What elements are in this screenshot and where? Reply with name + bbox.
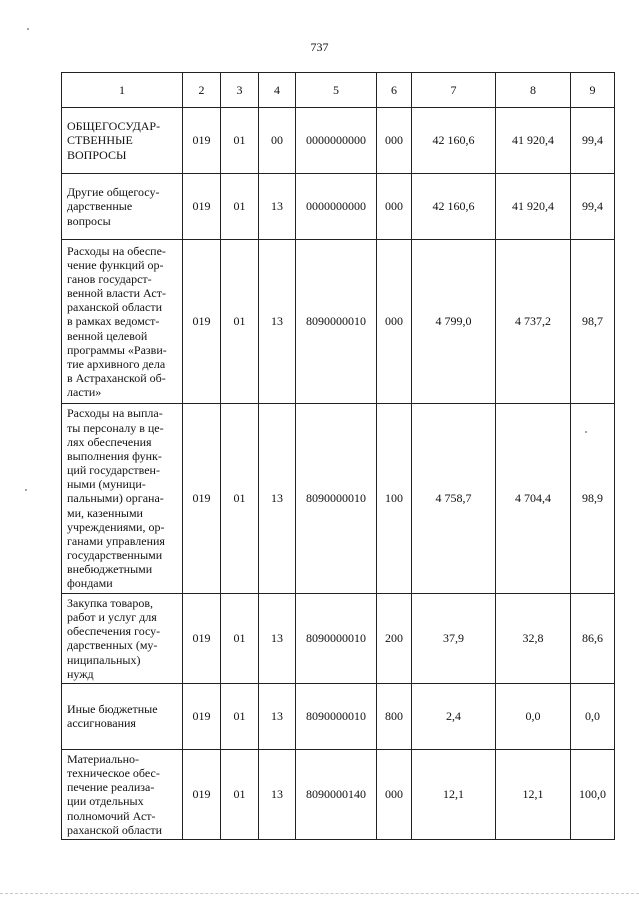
cell-col8: 4 704,4 <box>496 404 571 594</box>
scan-edge-line <box>0 893 639 894</box>
row-name-cell: Иные бюджетные ассигнования <box>62 683 183 749</box>
cell-col8: 32,8 <box>496 594 571 684</box>
cell-col2: 019 <box>183 683 221 749</box>
cell-col5: 0000000000 <box>296 174 377 240</box>
cell-col4: 13 <box>259 404 296 594</box>
column-header: 1 <box>62 73 183 108</box>
cell-col9: 0,0 <box>571 683 615 749</box>
header-row <box>62 73 615 108</box>
scan-speck <box>25 489 27 491</box>
cell-col9: 98,7 <box>571 240 615 404</box>
page-number: 737 <box>310 40 329 54</box>
cell-col7: 2,4 <box>412 683 496 749</box>
cell-col9: 100,0 <box>571 749 615 839</box>
row-name-cell: Другие общегосу- дарственные вопросы <box>62 174 183 240</box>
row-name-cell: ОБЩЕГОСУДАР- СТВЕННЫЕ ВОПРОСЫ <box>62 108 183 174</box>
table-row <box>62 174 615 240</box>
cell-col3: 01 <box>221 240 259 404</box>
cell-col5: 0000000000 <box>296 108 377 174</box>
cell-col3: 01 <box>221 749 259 839</box>
cell-col2: 019 <box>183 594 221 684</box>
cell-col8: 12,1 <box>496 749 571 839</box>
cell-col7: 4 758,7 <box>412 404 496 594</box>
cell-col4: 13 <box>259 174 296 240</box>
column-header: 3 <box>221 73 259 108</box>
cell-col9: 99,4 <box>571 108 615 174</box>
cell-col6: 000 <box>377 749 412 839</box>
row-name-cell: Расходы на обеспе- чение функций ор- ганов государст- венной власти Аст- раханской области в рамках ведомст- венной целевой программы «Разви- тие архивного дела в Астраханской об- ласти» <box>62 240 183 404</box>
cell-col7: 42 160,6 <box>412 108 496 174</box>
cell-col4: 00 <box>259 108 296 174</box>
column-header: 2 <box>183 73 221 108</box>
cell-col2: 019 <box>183 108 221 174</box>
cell-col3: 01 <box>221 404 259 594</box>
row-name-cell: Материально- техническое обес- печение реализа- ции отдельных полномочий Аст- раханской области <box>62 749 183 839</box>
column-header: 4 <box>259 73 296 108</box>
cell-col9: 99,4 <box>571 174 615 240</box>
table-row <box>62 683 615 749</box>
cell-col4: 13 <box>259 749 296 839</box>
cell-col8: 41 920,4 <box>496 174 571 240</box>
cell-col2: 019 <box>183 749 221 839</box>
cell-col2: 019 <box>183 174 221 240</box>
cell-col8: 4 737,2 <box>496 240 571 404</box>
cell-col4: 13 <box>259 683 296 749</box>
cell-col2: 019 <box>183 404 221 594</box>
cell-col5: 8090000010 <box>296 594 377 684</box>
row-name-cell: Закупка товаров, работ и услуг для обеспечения госу- дарственных (му- ниципальных) нужд <box>62 594 183 684</box>
cell-col5: 8090000010 <box>296 404 377 594</box>
cell-col4: 13 <box>259 594 296 684</box>
cell-col6: 000 <box>377 240 412 404</box>
column-header: 6 <box>377 73 412 108</box>
column-header: 9 <box>571 73 615 108</box>
cell-col6: 800 <box>377 683 412 749</box>
cell-col7: 4 799,0 <box>412 240 496 404</box>
table-row <box>62 240 615 404</box>
budget-table <box>61 72 615 840</box>
cell-col9: 86,6 <box>571 594 615 684</box>
cell-col6: 000 <box>377 174 412 240</box>
cell-col7: 42 160,6 <box>412 174 496 240</box>
row-name-cell: Расходы на выпла- ты персоналу в це- лях обеспечения выполнения функ- ций государствен- ными (муници- пальными) органа- ми, казенными учреждениями, ор- ганами управления государственными внебюджетными фондами <box>62 404 183 594</box>
cell-col8: 0,0 <box>496 683 571 749</box>
cell-col4: 13 <box>259 240 296 404</box>
table-row <box>62 749 615 839</box>
cell-col8: 41 920,4 <box>496 108 571 174</box>
cell-col5: 8090000010 <box>296 683 377 749</box>
cell-col7: 12,1 <box>412 749 496 839</box>
column-header: 5 <box>296 73 377 108</box>
cell-col5: 8090000140 <box>296 749 377 839</box>
cell-col3: 01 <box>221 108 259 174</box>
cell-col3: 01 <box>221 683 259 749</box>
cell-col3: 01 <box>221 174 259 240</box>
scan-speck <box>585 431 587 433</box>
cell-col7: 37,9 <box>412 594 496 684</box>
cell-col3: 01 <box>221 594 259 684</box>
cell-col5: 8090000010 <box>296 240 377 404</box>
scan-speck <box>27 28 29 30</box>
table-row <box>62 404 615 594</box>
cell-col6: 200 <box>377 594 412 684</box>
cell-col6: 100 <box>377 404 412 594</box>
column-header: 7 <box>412 73 496 108</box>
table-row <box>62 594 615 684</box>
cell-col9: 98,9 <box>571 404 615 594</box>
cell-col2: 019 <box>183 240 221 404</box>
cell-col6: 000 <box>377 108 412 174</box>
table-row <box>62 108 615 174</box>
column-header: 8 <box>496 73 571 108</box>
